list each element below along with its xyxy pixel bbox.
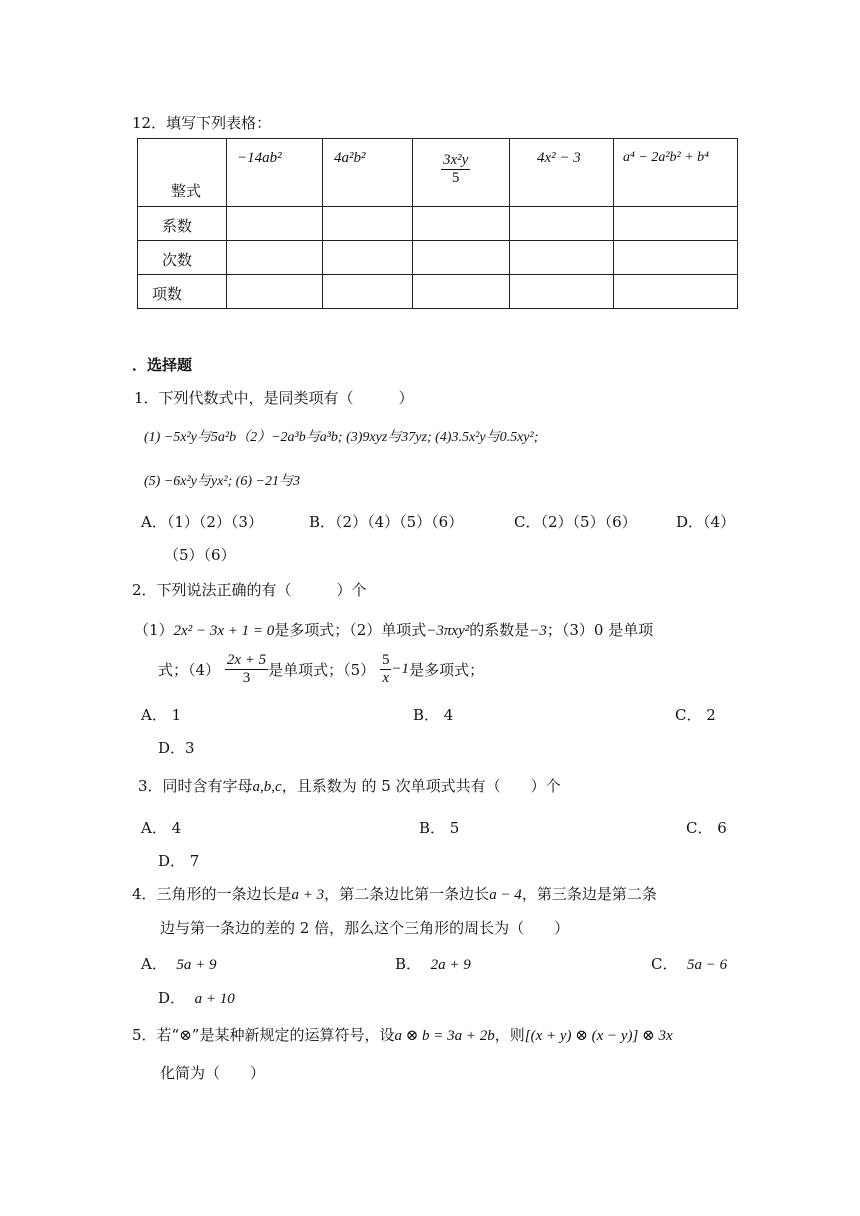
row-label-terms: 项数	[152, 285, 183, 303]
answer-cell[interactable]	[323, 241, 413, 275]
q4-option-d[interactable]: D． a + 10	[158, 989, 235, 1007]
q12-title: 12．填写下列表格：	[132, 114, 272, 132]
q2-stem: 2．下列说法正确的有（ ）个	[132, 581, 367, 599]
polynomial-2: 4a²b²	[334, 150, 366, 166]
q5-line2: 化简为（ ）	[160, 1064, 266, 1082]
q3-option-d[interactable]: D． 7	[158, 852, 200, 870]
row-label-degree: 次数	[162, 251, 193, 269]
q2-option-c[interactable]: C． 2	[675, 706, 716, 724]
q1-option-b[interactable]: B．（2）（4）（5）（6）	[309, 513, 464, 531]
q3-option-b[interactable]: B． 5	[419, 819, 460, 837]
q3-stem: 3．同时含有字母a,b,c，且系数为 的 5 次单项式共有（ ）个	[138, 777, 561, 795]
fraction-2x-plus-5-over-3: $\frac{2x + 5}{3}$	[226, 652, 267, 686]
answer-cell[interactable]	[413, 275, 510, 309]
table-header-cell	[138, 139, 227, 207]
q1-line2: (5) −6x²y与yx²; (6) −21与3	[144, 474, 300, 489]
q1-option-a[interactable]: A．（1）（2）（3）	[141, 513, 263, 531]
row-header-label: 整式	[171, 182, 202, 200]
q1-stem: 1．下列代数式中，是同类项有（ ）	[134, 389, 414, 407]
answer-cell[interactable]	[323, 207, 413, 241]
q2-line2: 式；（4） $\frac{2x + 5}{3}$ 是单项式；（5） $\frac{5}{x}$ −1是多项式；	[158, 652, 485, 686]
q3-option-c[interactable]: C． 6	[686, 819, 727, 837]
row-label-coefficient: 系数	[162, 217, 193, 235]
q1-option-d[interactable]: D．（4）	[676, 513, 736, 531]
q2-line1: （1）2x² − 3x + 1 = 0是多项式；（2）单项式−3πxy²的系数是−3；（3）0 是单项	[134, 621, 654, 639]
q1-line1: (1) −5x²y与5a²b（2）−2a³b与a³b; (3)9xyz与37yz; (4)3.5x²y与0.5xy²;	[144, 430, 539, 445]
polynomial-4: 4x² − 3	[537, 150, 581, 166]
answer-cell[interactable]	[510, 275, 614, 309]
fraction-5-over-x: $\frac{5}{x}$	[381, 652, 390, 686]
q4-line2: 边与第一条边的差的 2 倍，那么这个三角形的周长为（ ）	[160, 919, 570, 937]
answer-cell[interactable]	[614, 207, 738, 241]
polynomial-1: −14ab²	[237, 150, 282, 166]
answer-cell[interactable]	[323, 275, 413, 309]
answer-cell[interactable]	[227, 207, 323, 241]
answer-cell[interactable]	[227, 241, 323, 275]
answer-cell[interactable]	[510, 241, 614, 275]
q4-line1: 4．三角形的一条边长是a + 3，第二条边比第一条边长a − 4，第三条边是第二条	[132, 885, 657, 903]
answer-cell[interactable]	[510, 207, 614, 241]
answer-cell[interactable]	[614, 241, 738, 275]
q4-option-c[interactable]: C． 5a − 6	[651, 955, 728, 973]
q2-option-d[interactable]: D．3	[158, 739, 195, 757]
section-title: ．选择题	[132, 356, 193, 374]
q12-table	[137, 138, 738, 309]
q4-option-b[interactable]: B． 2a + 9	[395, 955, 471, 973]
q3-option-a[interactable]: A． 4	[141, 819, 182, 837]
q4-option-a[interactable]: A． 5a + 9	[141, 955, 217, 973]
q2-option-b[interactable]: B． 4	[413, 706, 454, 724]
answer-cell[interactable]	[227, 275, 323, 309]
q1-option-c[interactable]: C．（2）（5）（6）	[514, 513, 637, 531]
q1-option-d-continued: （5）（6）	[164, 546, 236, 564]
polynomial-5: a⁴ − 2a²b² + b⁴	[623, 150, 710, 165]
answer-cell[interactable]	[413, 207, 510, 241]
q5-line1: 5．若“⊗”是某种新规定的运算符号，设a ⊗ b = 3a + 2b，则[(x + y) ⊗ (x − y)] ⊗ 3x	[132, 1026, 673, 1044]
polynomial-3-fraction: $\frac{\text{3x²y}}{5}$	[443, 152, 469, 186]
answer-cell[interactable]	[413, 241, 510, 275]
q2-option-a[interactable]: A． 1	[141, 706, 182, 724]
answer-cell[interactable]	[614, 275, 738, 309]
